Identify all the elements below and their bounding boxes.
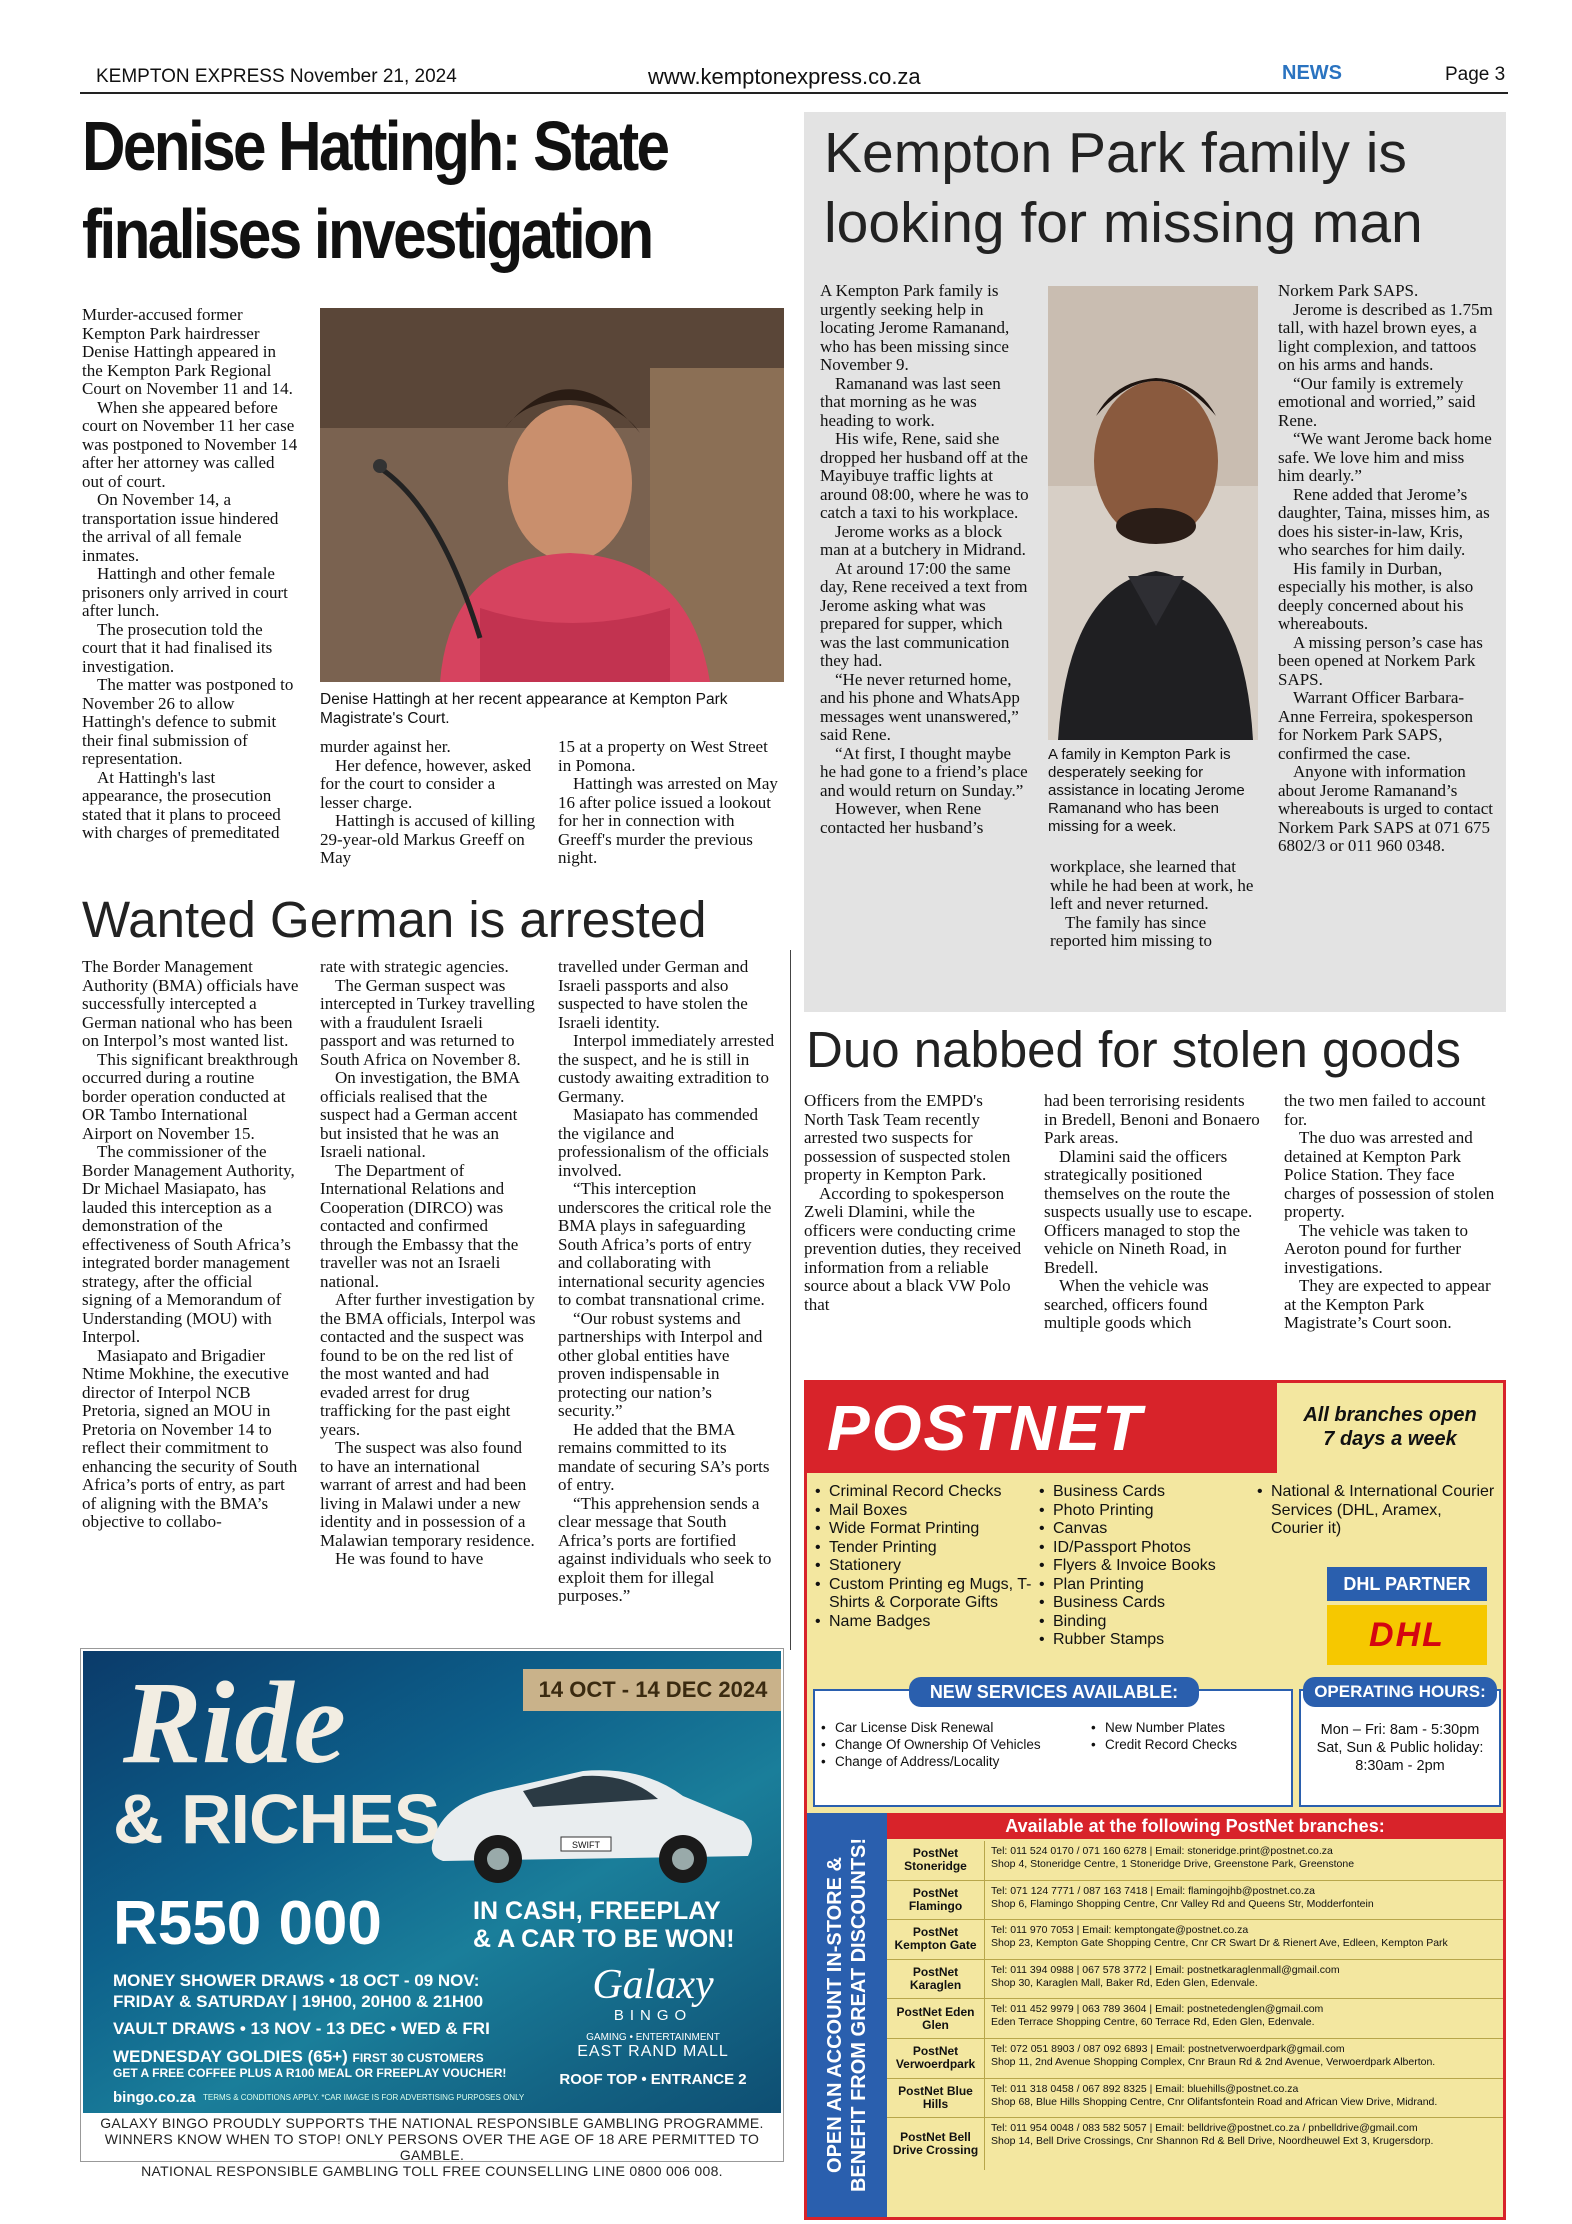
duo-col2 xyxy=(1044,1092,1260,1333)
paragraph: “He never returned home, and his phone and WhatsApp messages went unanswered,” said Rene. xyxy=(820,669,1020,744)
galaxy-logo-block xyxy=(553,1963,753,2113)
branch-name: PostNet Blue Hills xyxy=(887,2079,985,2118)
postnet-ad[interactable] xyxy=(804,1380,1506,2220)
hattingh-col2 xyxy=(320,738,536,868)
paragraph: His family in Durban, especially his mother, is also deeply concerned about his whereabouts. xyxy=(1278,558,1474,633)
table-row[interactable] xyxy=(887,1999,1503,2039)
account-banner-line1: OPEN AN ACCOUNT IN-STORE & xyxy=(824,1857,846,2173)
service-item: • Plan Printing xyxy=(1039,1576,1249,1595)
services-col1 xyxy=(815,1483,1035,1631)
paragraph: Murder-accused former Kempton Park hairdresser Denise Hattingh appeared in the Kempton Park Regional Court on November 11 and 14. xyxy=(82,305,293,398)
galaxy-logo: Galaxy xyxy=(592,1962,714,2008)
new-service-item: • Car License Disk Renewal xyxy=(821,1719,1081,1736)
bingo-voucher: GET A FREE COFFEE PLUS A R100 MEAL OR FREEPLAY VOUCHER! xyxy=(113,2066,507,2080)
branch-tel: Tel: 011 318 0458 / 067 892 8325 | Email: bluehills@postnet.co.za xyxy=(991,2082,1299,2095)
ramanand-photo xyxy=(1048,286,1258,740)
ramanand-photo-illustration xyxy=(1048,286,1258,740)
open-line2: 7 days a week xyxy=(1323,1428,1457,1450)
bingo-amount-sub2: & A CAR TO BE WON! xyxy=(473,1925,735,1953)
paragraph: The commissioner of the Border Management Authority, Dr Michael Masiapato, has lauded this interception as a demonstration of the effectiveness of South Africa’s integrated border management strategy, after the official signing of a Memorandum of Understanding (MOU) with Interpol. xyxy=(82,1142,295,1346)
branch-tel: Tel: 011 394 0988 | 067 578 3772 | Email: postnetkaraglenmall@gmail.com xyxy=(991,1963,1340,1976)
postnet-logo-bar xyxy=(807,1383,1277,1473)
new-service-item: • New Number Plates xyxy=(1091,1719,1281,1736)
bingo-goldies-sub: FIRST 30 CUSTOMERS xyxy=(352,2051,484,2065)
branch-name: PostNet Stoneridge xyxy=(887,1841,985,1880)
new-service-item: • Change Of Ownership Of Vehicles xyxy=(821,1736,1081,1753)
service-item: • Tender Printing xyxy=(815,1539,1035,1558)
service-item: • Criminal Record Checks xyxy=(815,1483,1035,1502)
paragraph: Masiapato has commended the vigilance and professionalism of the officials involved. xyxy=(558,1105,769,1180)
hattingh-caption: Denise Hattingh at her recent appearance at Kempton Park Magistrate's Court. xyxy=(320,691,728,727)
bingo-draws-line1: MONEY SHOWER DRAWS • 18 OCT - 09 NOV: xyxy=(113,1971,480,1990)
duo-headline: Duo nabbed for stolen goods xyxy=(806,1021,1461,1078)
dhl-partner-label: DHL PARTNER xyxy=(1327,1567,1487,1601)
branch-details xyxy=(985,1881,1503,1920)
ramanand-caption: A family in Kempton Park is desperately seeking for assistance in locating Jerome Ramanand who has been missing for a week. xyxy=(1048,746,1245,835)
paragraph: On November 14, a transportation issue hindered the arrival of all female inmates. xyxy=(82,490,279,565)
branch-tel: Tel: 072 051 8903 / 087 092 6893 | Email: postnetverwoerdpark@gmail.com xyxy=(991,2042,1345,2055)
service-item: • Rubber Stamps xyxy=(1039,1631,1249,1650)
branch-name: PostNet Eden Glen xyxy=(887,1999,985,2038)
paragraph: The suspect was also found to have an international warrant of arrest and had been living in Malawi under a new identity and in possession of a Malawian temporary residence. xyxy=(320,1438,535,1550)
galaxy-tag: GAMING • ENTERTAINMENT xyxy=(586,2032,720,2043)
website-url[interactable]: www.kemptonexpress.co.za xyxy=(648,64,921,89)
bingo-dates: 14 OCT - 14 DEC 2024 xyxy=(523,1669,781,1711)
account-banner-text xyxy=(823,1825,871,2205)
paragraph: travelled under German and Israeli passports and also suspected to have stolen the Israeli identity. xyxy=(558,957,749,1032)
new-services-box xyxy=(813,1682,1293,1807)
paragraph: Rene added that Jerome’s daughter, Taina, misses him, as does his sister-in-law, Kris, who searches for him daily. xyxy=(1278,484,1490,559)
paragraph: Ramanand was last seen that morning as he was heading to work. xyxy=(820,373,1001,430)
paragraph: Hattingh and other female prisoners only arrived in court after lunch. xyxy=(82,564,288,620)
paragraph: rate with strategic agencies. xyxy=(320,957,509,976)
service-item: • Business Cards xyxy=(1039,1483,1249,1502)
branch-address: Shop 4, Stoneridge Centre, 1 Stoneridge Drive, Greenstone Park, Greenstone xyxy=(991,1858,1355,1870)
paragraph: Officers from the EMPD's North Task Team recently arrested two suspects for possession of suspected stolen property in Kempton Park. xyxy=(804,1091,1011,1184)
bingo-footer-line1: GALAXY BINGO PROUDLY SUPPORTS THE NATIONAL RESPONSIBLE GAMBLING PROGRAMME. xyxy=(100,2115,764,2131)
missing-headline-line1: Kempton Park family is xyxy=(824,121,1407,185)
paragraph: The prosecution told the court that it had finalised its investigation. xyxy=(82,619,273,676)
car-plate: SWIFT xyxy=(572,1840,600,1850)
hattingh-photo xyxy=(320,308,784,682)
service-item: • Mail Boxes xyxy=(815,1502,1035,1521)
services-col2 xyxy=(1039,1483,1249,1650)
paragraph: Masiapato and Brigadier Ntime Mokhine, the executive director of Interpol NCB Pretoria, signed an MOU in Pretoria on November 14 to reflect their commitment to enhancing the security of South Africa’s ports of entry, as part of aligning with the BMA’s objective to collabo- xyxy=(82,1345,298,1531)
table-row[interactable] xyxy=(887,2079,1503,2119)
service-item: • Custom Printing eg Mugs, T-Shirts & Corporate Gifts xyxy=(815,1576,1035,1613)
branch-details xyxy=(985,1999,1503,2038)
paragraph: According to spokesperson Zweli Dlamini, while the officers were conducting crime prevention duties, they received information from a reliable source about a black VW Polo that xyxy=(804,1183,1022,1314)
missing-headline xyxy=(824,118,1504,258)
hattingh-headline-line1: Denise Hattingh: State xyxy=(82,107,668,185)
service-item: • ID/Passport Photos xyxy=(1039,1539,1249,1558)
table-row[interactable] xyxy=(887,1960,1503,2000)
hours-text xyxy=(1301,1721,1499,1775)
bingo-footer-line2: WINNERS KNOW WHEN TO STOP! ONLY PERSONS OVER THE AGE OF 18 ARE PERMITTED TO GAMBLE. xyxy=(104,2131,760,2163)
branch-tel: Tel: 011 954 0048 / 083 582 5057 | Email: belldrive@postnet.co.za / pnbelldrive@gmail.com xyxy=(991,2122,1418,2135)
table-row[interactable] xyxy=(887,1841,1503,1881)
open-line1: All branches open xyxy=(1303,1404,1477,1426)
paragraph: Her defence, however, asked for the court to consider a lesser charge. xyxy=(320,755,532,812)
hours-weekend-label: Sat, Sun & Public holiday: xyxy=(1316,1740,1484,1756)
paragraph: workplace, she learned that while he had been at work, he left and never returned. xyxy=(1050,857,1254,913)
branch-details xyxy=(985,2039,1503,2078)
branch-details xyxy=(985,2118,1503,2170)
paragraph: He was found to have xyxy=(335,1549,484,1568)
bingo-title-riches: & RICHES xyxy=(113,1780,440,1858)
bingo-terms: TERMS & CONDITIONS APPLY. *CAR IMAGE IS FOR ADVERTISING PURPOSES ONLY xyxy=(203,2093,525,2102)
bingo-draws-line3: VAULT DRAWS • 13 NOV - 13 DEC • WED & FRI xyxy=(113,2019,490,2038)
paragraph: They are expected to appear at the Kempton Park Magistrate’s Court soon. xyxy=(1284,1276,1491,1332)
paragraph: “We want Jerome back home safe. We love him and miss him dearly.” xyxy=(1278,429,1492,485)
branch-tel: Tel: 011 452 9979 | 063 789 3604 | Email: postnetedenglen@gmail.com xyxy=(991,2003,1324,2016)
german-col3 xyxy=(558,958,780,1606)
service-item: • Canvas xyxy=(1039,1520,1249,1539)
bingo-goldies-title: WEDNESDAY GOLDIES (65+) xyxy=(113,2047,348,2066)
bingo-draws-line2: FRIDAY & SATURDAY | 19H00, 20H00 & 21H00 xyxy=(113,1992,484,2011)
paragraph: When the vehicle was searched, officers found multiple goods which xyxy=(1044,1276,1209,1332)
bingo-footer-line3: NATIONAL RESPONSIBLE GAMBLING TOLL FREE COUNSELLING LINE 0800 006 008. xyxy=(141,2163,723,2179)
missing-col2 xyxy=(1050,858,1260,951)
postnet-logo: POSTNET xyxy=(827,1392,1144,1464)
paragraph: Hattingh is accused of killing 29-year-old Markus Greeff on May xyxy=(320,811,536,867)
galaxy-entrance: ROOF TOP • ENTRANCE 2 xyxy=(559,2071,747,2088)
branch-details xyxy=(985,1841,1503,1880)
new-service-item: • Change of Address/Locality xyxy=(821,1753,1081,1770)
hattingh-col3 xyxy=(558,738,784,868)
bingo-title-ride: Ride xyxy=(123,1657,346,1788)
paragraph: A missing person’s case has been opened at Norkem Park SAPS. xyxy=(1278,632,1483,689)
postnet-open-days xyxy=(1277,1383,1503,1473)
service-item: • Stationery xyxy=(815,1557,1035,1576)
paragraph: “This apprehension sends a clear message that South Africa’s ports are fortified against individuals who seek to exploit them for illegal purposes.” xyxy=(558,1493,772,1605)
galaxy-venue: EAST RAND MALL xyxy=(577,2043,729,2060)
branches-title: Available at the following PostNet branches: xyxy=(887,1813,1503,1839)
service-item: • Binding xyxy=(1039,1613,1249,1632)
bingo-goldies xyxy=(113,2047,484,2068)
new-services-col2 xyxy=(1091,1719,1281,1753)
paragraph: “Our robust systems and partnerships with Interpol and other global entities have proven indispensable in protecting our nation’s security.” xyxy=(558,1308,763,1420)
paragraph: At around 17:00 the same day, Rene received a text from Jerome asking what was prepared for supper, which was the last communication they had. xyxy=(820,558,1028,670)
paragraph: Interpol immediately arrested the suspect, and he is still in custody awaiting extradition to Germany. xyxy=(558,1031,775,1106)
paragraph: This significant breakthrough occurred during a routine border operation conducted at OR Tambo International Airport on November 15. xyxy=(82,1049,299,1143)
bingo-footer xyxy=(81,2115,783,2179)
column-divider xyxy=(790,950,791,1650)
dhl-logo: DHL xyxy=(1369,1616,1445,1654)
duo-col1 xyxy=(804,1092,1022,1314)
table-row[interactable] xyxy=(887,2039,1503,2079)
paragraph: After further investigation by the BMA officials, Interpol was contacted and the suspect was found to be on the red list of the most wanted and had evaded arrest for drug trafficking for the past eight years. xyxy=(320,1290,536,1439)
hours-weekend: 8:30am - 2pm xyxy=(1355,1758,1445,1774)
paragraph: Anyone with information about Jerome Ramanand’s whereabouts is urged to contact Norkem Park SAPS at 071 675 6802/3 or 011 960 0348. xyxy=(1278,762,1493,855)
branch-name: PostNet Verwoerdpark xyxy=(887,2039,985,2078)
paragraph: Jerome is described as 1.75m tall, with hazel brown eyes, a light complexion, and tattoos on his arms and hands. xyxy=(1278,299,1493,374)
bingo-ad-artwork xyxy=(83,1651,781,2113)
hattingh-headline xyxy=(82,102,684,278)
paragraph: He added that the BMA remains committed to its mandate of securing SA’s ports of entry. xyxy=(558,1419,770,1494)
paragraph: Norkem Park SAPS. xyxy=(1278,281,1419,300)
galaxy-bingo-ad[interactable] xyxy=(80,1648,784,2179)
paragraph: had been terrorising residents in Bredell, Benoni and Bonaero Park areas. xyxy=(1044,1091,1260,1147)
header-rule xyxy=(80,92,1508,94)
branch-details xyxy=(985,1920,1503,1959)
service-item: • Flyers & Invoice Books xyxy=(1039,1557,1249,1576)
bingo-amount-sub1: IN CASH, FREEPLAY xyxy=(473,1897,721,1925)
car-illustration xyxy=(413,1741,763,1891)
branch-name: PostNet Bell Drive Crossing xyxy=(887,2118,985,2170)
paragraph: Dlamini said the officers strategically positioned themselves on the route the suspects usually use to escape. Officers managed to stop the vehicle on Nineth Road, in Bredell. xyxy=(1044,1146,1253,1277)
paragraph: The matter was postponed to November 26 to allow Hattingh's defence to submit their final submission of representation. xyxy=(82,675,294,768)
branches-table xyxy=(887,1841,1503,2170)
paragraph: The Department of International Relations and Cooperation (DIRCO) was contacted and confirmed through the Embassy that the traveller was not an Israeli national. xyxy=(320,1160,519,1291)
paragraph: The vehicle was taken to Aeroton pound for further investigations. xyxy=(1284,1220,1468,1277)
paragraph: However, when Rene contacted her husband’s xyxy=(820,799,984,837)
section-label: NEWS xyxy=(1282,62,1342,84)
paragraph: “At first, I thought maybe he had gone to a friend’s place and would return on Sunday.” xyxy=(820,743,1028,800)
branch-name: PostNet Karaglen xyxy=(887,1960,985,1999)
branch-address: Shop 11, 2nd Avenue Shopping Complex, Cnr Braun Rd & 2nd Avenue, Verwoerdpark Alberton. xyxy=(991,2055,1436,2068)
branch-tel: Tel: 011 524 0170 / 071 160 6278 | Email: stoneridge.print@postnet.co.za xyxy=(991,1845,1333,1857)
account-banner xyxy=(807,1813,887,2217)
branch-tel: Tel: 071 124 7771 / 087 163 7418 | Email: flamingojhb@postnet.co.za xyxy=(991,1884,1315,1897)
german-col2 xyxy=(320,958,536,1569)
paragraph: Jerome works as a block man at a butchery in Midrand. xyxy=(820,521,1026,559)
german-headline: Wanted German is arrested xyxy=(82,891,707,948)
table-row[interactable] xyxy=(887,2118,1503,2170)
missing-col3 xyxy=(1278,282,1494,856)
bingo-amount: R550 000 xyxy=(113,1889,382,1958)
paragraph: Hattingh was arrested on May 16 after police issued a lookout for her in connection with Greeff's murder the previous night. xyxy=(558,774,778,867)
galaxy-logo-sub: BINGO xyxy=(613,2007,693,2024)
new-service-item: • Credit Record Checks xyxy=(1091,1736,1281,1753)
branch-address: Eden Terrace Shopping Centre, 60 Terrace Rd, Eden Glen, Edenvale. xyxy=(991,2016,1315,2029)
dhl-logo-box xyxy=(1327,1605,1487,1665)
bingo-site[interactable]: bingo.co.za xyxy=(113,2089,196,2106)
branch-address: Shop 14, Bell Drive Crossings, Cnr Shannon Rd & Bell Drive, Noordheuwel Ext 3, Krugersdorp. xyxy=(991,2135,1434,2148)
new-services-col1 xyxy=(821,1719,1081,1770)
missing-headline-line2: looking for missing man xyxy=(824,191,1423,255)
paragraph: Warrant Officer Barbara-Anne Ferreira, spokesperson for Norkem Park SAPS, confirmed the case. xyxy=(1278,688,1473,763)
paragraph: The duo was arrested and detained at Kempton Park Police Station. They face charges of possession of stolen property. xyxy=(1284,1128,1495,1221)
account-banner-line2: BENEFIT FROM GREAT DISCOUNTS! xyxy=(848,1837,870,2193)
branch-address: Shop 68, Blue Hills Shopping Centre, Cnr Olifantsfontein Road and African View Drive, Midrand. xyxy=(991,2095,1438,2108)
paragraph: the two men failed to account for. xyxy=(1284,1091,1486,1129)
new-services-title: NEW SERVICES AVAILABLE: xyxy=(909,1677,1199,1707)
german-col1 xyxy=(82,958,300,1532)
paragraph: When she appeared before court on November 11 her case was postponed to November 14 after her attorney was called out of court. xyxy=(82,397,298,491)
paragraph: The family has since reported him missing to xyxy=(1050,912,1212,950)
hattingh-photo-illustration xyxy=(320,308,784,682)
page-number: Page 3 xyxy=(1445,64,1506,85)
paragraph: The Border Management Authority (BMA) officials have successfully intercepted a German national who has been on Interpol’s most wanted list. xyxy=(82,957,299,1050)
service-item: • National & International Courier Services (DHL, Aramex, Courier it) xyxy=(1257,1483,1497,1539)
paragraph: At Hattingh's last appearance, the prosecution stated that it plans to proceed with charges of premeditated xyxy=(82,767,281,842)
paragraph: “This interception underscores the critical role the BMA plays in safeguarding South Africa’s ports of entry and collaborating with international security agencies to combat transnational crime. xyxy=(558,1179,772,1309)
paragraph: 15 at a property on West Street in Pomona. xyxy=(558,737,768,775)
service-item: • Wide Format Printing xyxy=(815,1520,1035,1539)
hours-box xyxy=(1299,1682,1501,1807)
paragraph: murder against her. xyxy=(320,737,451,756)
duo-col3 xyxy=(1284,1092,1504,1333)
branch-name: PostNet Kempton Gate xyxy=(887,1920,985,1959)
hattingh-col1 xyxy=(82,306,300,843)
branch-address: Shop 30, Karaglen Mall, Baker Rd, Eden Glen, Edenvale. xyxy=(991,1976,1258,1989)
services-col3 xyxy=(1257,1483,1497,1539)
branch-tel: Tel: 011 970 7053 | Email: kemptongate@postnet.co.za xyxy=(991,1924,1249,1937)
missing-col1 xyxy=(820,282,1030,837)
paragraph: “Our family is extremely emotional and worried,” said Rene. xyxy=(1278,373,1476,430)
service-item: • Business Cards xyxy=(1039,1594,1249,1613)
paragraph: The German suspect was intercepted in Turkey travelling with a fraudulent Israeli passport and was returned to South Africa on November 8. xyxy=(320,975,535,1069)
branch-details xyxy=(985,2079,1503,2118)
hattingh-headline-line2: finalises investigation xyxy=(82,195,652,273)
branch-address: Shop 6, Flamingo Shopping Centre, Cnr Valley Rd and Queens Str, Modderfontein xyxy=(991,1897,1374,1910)
table-row[interactable] xyxy=(887,1881,1503,1921)
branch-details xyxy=(985,1960,1503,1999)
table-row[interactable] xyxy=(887,1920,1503,1960)
hours-weekday: Mon – Fri: 8am - 5:30pm xyxy=(1320,1722,1480,1738)
branch-address: Shop 23, Kempton Gate Shopping Centre, Cnr CR Swart Dr & Rienert Ave, Edleen, Kempton Park xyxy=(991,1937,1448,1950)
hours-title: OPERATING HOURS: xyxy=(1303,1677,1497,1707)
paragraph: His wife, Rene, said she dropped her husband off at the Mayibuye traffic lights at around 08:00, where he was to catch a taxi to his workplace. xyxy=(820,429,1029,522)
branch-name: PostNet Flamingo xyxy=(887,1881,985,1920)
service-item: • Name Badges xyxy=(815,1613,1035,1632)
paragraph: On investigation, the BMA officials realised that the suspect had a German accent but insisted that he was an Israeli national. xyxy=(320,1068,520,1161)
paragraph: A Kempton Park family is urgently seeking help in locating Jerome Ramanand, who has been missing since November 9. xyxy=(820,281,1010,374)
masthead-date: KEMPTON EXPRESS November 21, 2024 xyxy=(96,66,457,87)
service-item: • Photo Printing xyxy=(1039,1502,1249,1521)
